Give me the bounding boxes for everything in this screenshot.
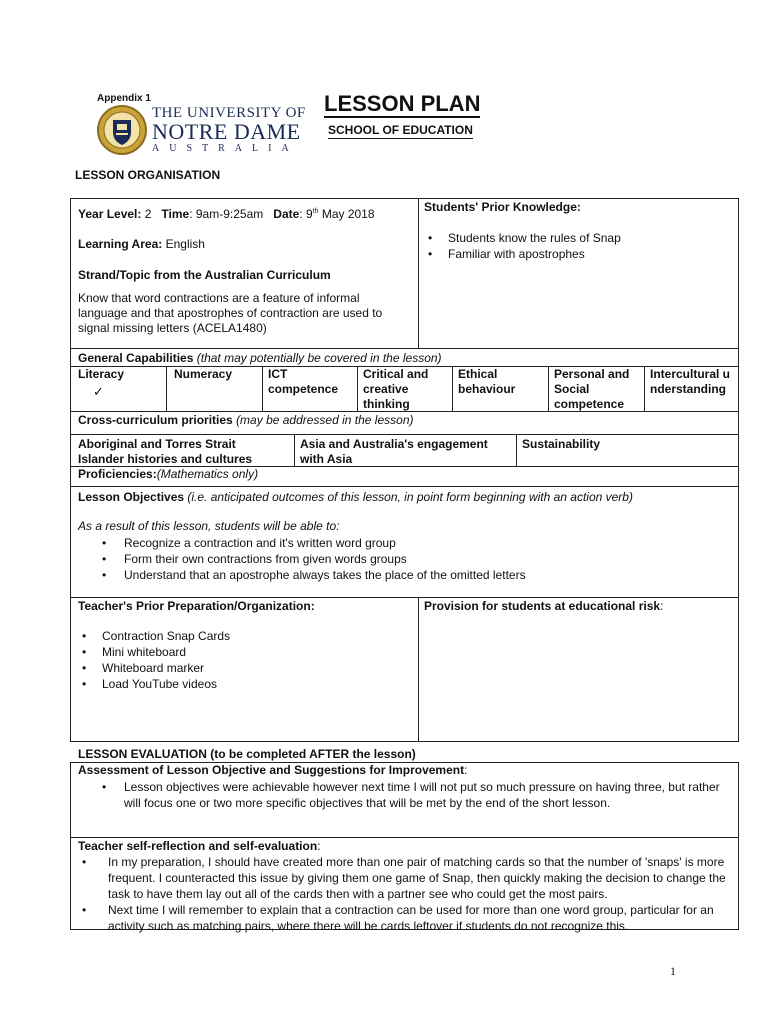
university-crest-icon (96, 104, 148, 156)
capability-critical-thinking: Critical and creative thinking (363, 367, 429, 411)
year-level-value: 2 (144, 207, 152, 221)
priority-asia: Asia and Australia's engagement with Asia (300, 437, 488, 466)
lesson-objectives-cell (78, 490, 733, 583)
list-item: • Form their own contractions from given words groups (78, 551, 733, 567)
time-label: Time (161, 207, 190, 221)
list-item: • Contraction Snap Cards (78, 628, 413, 644)
date-label: Date (273, 207, 300, 221)
prior-knowledge-cell (424, 200, 734, 262)
list-item: • Mini whiteboard (78, 644, 413, 660)
capability-ict: ICT competence (268, 367, 339, 396)
list-item: • Lesson objectives were achievable however next time I will not put so much pressure on having three, but rather will focus one or two more specific objectives that will be met by the end of the short lesson. (78, 779, 721, 811)
capability-intercultural: Intercultural understanding (650, 367, 731, 396)
prior-knowledge-list (424, 230, 734, 262)
objectives-list (78, 535, 733, 583)
list-item: • Load YouTube videos (78, 676, 413, 692)
objectives-intro: As a result of this lesson, students will be able to: (78, 519, 340, 533)
capability-personal-social: Personal and Social competence (554, 367, 630, 411)
section-heading-organisation: LESSON ORGANISATION (75, 168, 221, 182)
preparation-list (78, 628, 413, 692)
learning-area-value: English (165, 237, 205, 251)
general-capabilities-heading: General Capabilities (that may potentially be covered in the lesson) (78, 351, 442, 365)
time-value: : 9am-9:25am (189, 207, 264, 221)
list-item: • Understand that an apostrophe always takes the place of the omitted letters (78, 567, 733, 583)
strand-label: Strand/Topic from the Australian Curriculum (78, 268, 331, 282)
year-level-label: Year Level: (78, 207, 142, 221)
assessment-label: Assessment of Lesson Objective and Suggestions for Improvement (78, 763, 465, 777)
proficiencies-row: Proficiencies:(Mathematics only) (78, 467, 259, 481)
objectives-note: (i.e. anticipated outcomes of this lesson, in point form beginning with an action verb) (187, 490, 633, 504)
learning-area-label: Learning Area: (78, 237, 163, 251)
capability-numeracy: Numeracy (174, 367, 233, 381)
priority-sustainability: Sustainability (522, 437, 601, 451)
appendix-label: Appendix 1 (97, 93, 151, 104)
priority-aboriginal: Aboriginal and Torres Strait Islander histories and cultures (78, 437, 253, 466)
list-item: • Next time I will remember to explain that a contraction can be used for more than one word group, particular for an activity such as matching pairs, where there will be cards leftover if students do not recognize this. (78, 902, 729, 934)
page-title: LESSON PLAN (324, 91, 481, 116)
university-name-line1: THE UNIVERSITY OF (152, 105, 306, 121)
page-number: 1 (670, 964, 676, 978)
preparation-cell (78, 599, 413, 692)
list-item: • Recognize a contraction and it's written word group (78, 535, 733, 551)
prior-knowledge-label: Students' Prior Knowledge: (424, 200, 581, 214)
section-heading-evaluation: LESSON EVALUATION (to be completed AFTER the lesson) (78, 747, 416, 761)
list-item: • In my preparation, I should have created more than one pair of matching cards so that the number of 'snaps' is more frequent. I counteracted this issue by giving them one game of Snap, then quickly making the decision to change the task to have them lay out all of the cards then with a partner see who could get the most pairs. (78, 854, 729, 902)
reflection-cell: Teacher self-reflection and self-evaluation: • In my preparation, I should have created more than one pair of matching cards so that the number of 'snaps' is more frequent. I counteracted this issue by giving them one game of Snap, then quickly making the decision to change the task to have them lay out all of the cards then with a partner see who could get the most pairs. • Next time I will remember to explain that a contraction can be used for more than one word group, particular for an activity such as matching pairs, where there will be cards leftover if students do not recognize this. (78, 839, 733, 934)
assessment-cell: Assessment of Lesson Objective and Suggestions for Improvement: • Lesson objectives were achievable however next time I will not put so much pressure on having three, but rather will focus one or two more specific objectives that will be met by the end of the short lesson. (78, 763, 733, 811)
list-item: • Students know the rules of Snap (424, 230, 734, 246)
preparation-label: Teacher's Prior Preparation/Organization: (78, 599, 315, 613)
cross-curriculum-heading: Cross-curriculum priorities (may be addressed in the lesson) (78, 413, 414, 427)
strand-text: Know that word contractions are a feature of informal language and that apostrophes of contraction are used to signal missing letters (ACELA1480) (78, 291, 383, 335)
university-name-line2: NOTRE DAME (152, 119, 301, 144)
list-item: • Whiteboard marker (78, 660, 413, 676)
reflection-label: Teacher self-reflection and self-evaluation (78, 839, 318, 853)
assessment-list (78, 779, 733, 811)
risk-cell: Provision for students at educational risk: (424, 599, 664, 613)
objectives-label: Lesson Objectives (78, 490, 185, 504)
school-subtitle: SCHOOL OF EDUCATION (328, 123, 473, 137)
list-item: • Familiar with apostrophes (424, 246, 734, 262)
university-name-line3: AUSTRALIA (152, 143, 299, 154)
reflection-list (78, 854, 733, 934)
capability-literacy: Literacy (78, 367, 125, 381)
risk-label: Provision for students at educational risk (424, 599, 661, 613)
literacy-check-icon: ✓ (93, 384, 104, 399)
details-cell (78, 204, 414, 336)
date-value: : 9th May 2018 (299, 207, 375, 221)
capability-ethical: Ethical behaviour (458, 367, 516, 396)
